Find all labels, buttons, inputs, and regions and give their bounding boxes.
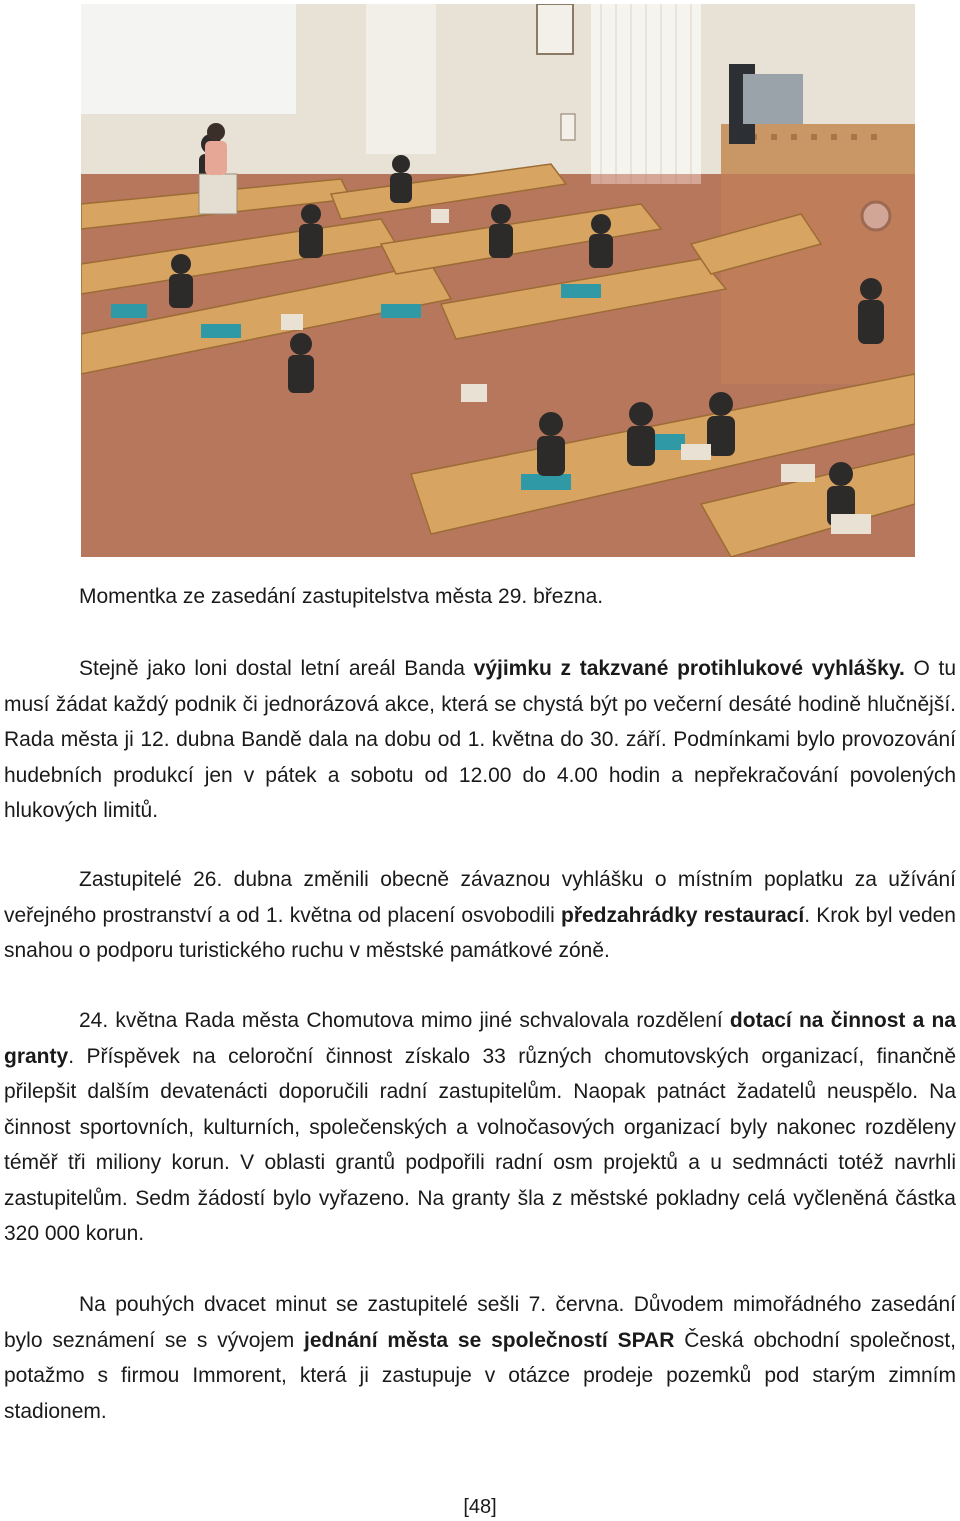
paragraph-predzahradky [4,862,956,969]
paragraph-text: . Krok byl veden snahou o podporu turistického ruchu v městské památkové zóně. [4,903,956,962]
paragraph-text: Zastupitelé 26. dubna změnili obecně závaznou vyhlášku o místním poplatku za užívání veřejného prostranství a od 1. května od placení osvobodili [4,868,956,927]
paragraph-spar [4,1287,956,1429]
paragraph-dotace [4,1003,956,1252]
paragraph-text: Na pouhých dvacet minut se zastupitelé sešli 7. června. Důvodem mimořádného zasedání bylo seznámení se s vývojem [4,1293,956,1352]
highlight-text: dotací na činnost a na granty [4,1009,956,1068]
paragraph-banda [4,651,956,829]
paragraph-text: O tu musí žádat každý podnik či jednorázová akce, která se chystá být po večerní desáté hodině hlučnější. Rada města ji 12. dubna Bandě dala na dobu od 1. května do 30. září. [4,657,956,751]
highlight-text: jednání města se společností SPAR [304,1328,675,1352]
paragraph-text: Podmínkami bylo provozování hudebních produkcí jen v pátek a sobotu od 12.00 do 4.00 hodin a nepřekračování povolených hlukových limitů. [4,728,956,822]
paragraph-text: Česká obchodní společnost, potažmo s firmou Immorent, která ji zastupuje v otázce prodeje pozemků pod starým zimním stadionem. [4,1328,956,1423]
photo-caption: Momentka ze zasedání zastupitelstva města 29. března. [79,585,604,608]
paragraph-text: 24. května Rada města Chomutova mimo jiné schvalovala rozdělení [79,1009,730,1032]
paragraph-text: Stejně jako loni dostal letní areál Banda [79,657,474,680]
paragraph-text: . Příspěvek na celoroční činnost získalo 33 různých chomutovských organizací, finančně přilepšit dalším devatenácti doporučili radní zastupitelům. Naopak patnáct žadatelů neuspělo. Na činnost sportovních, kulturních, společenských a volnočasových organizací byly nakonec rozděleny téměř tři miliony korun. V oblasti grantů podpořili radní osm projektů a u sedmnácti totéž navrhli zastupitelům. Sedm žádostí bylo vyřazeno. Na granty šla z městské pokladny celá vyčleněná částka 320 000 korun. [4,1044,956,1245]
highlight-text: předzahrádky restaurací [561,903,805,927]
page-number: [48] [463,1496,497,1518]
photo-illustration [81,4,915,557]
council-meeting-photo [81,4,915,557]
highlight-text: výjimku z takzvané protihlukové vyhlášky. [473,657,905,680]
